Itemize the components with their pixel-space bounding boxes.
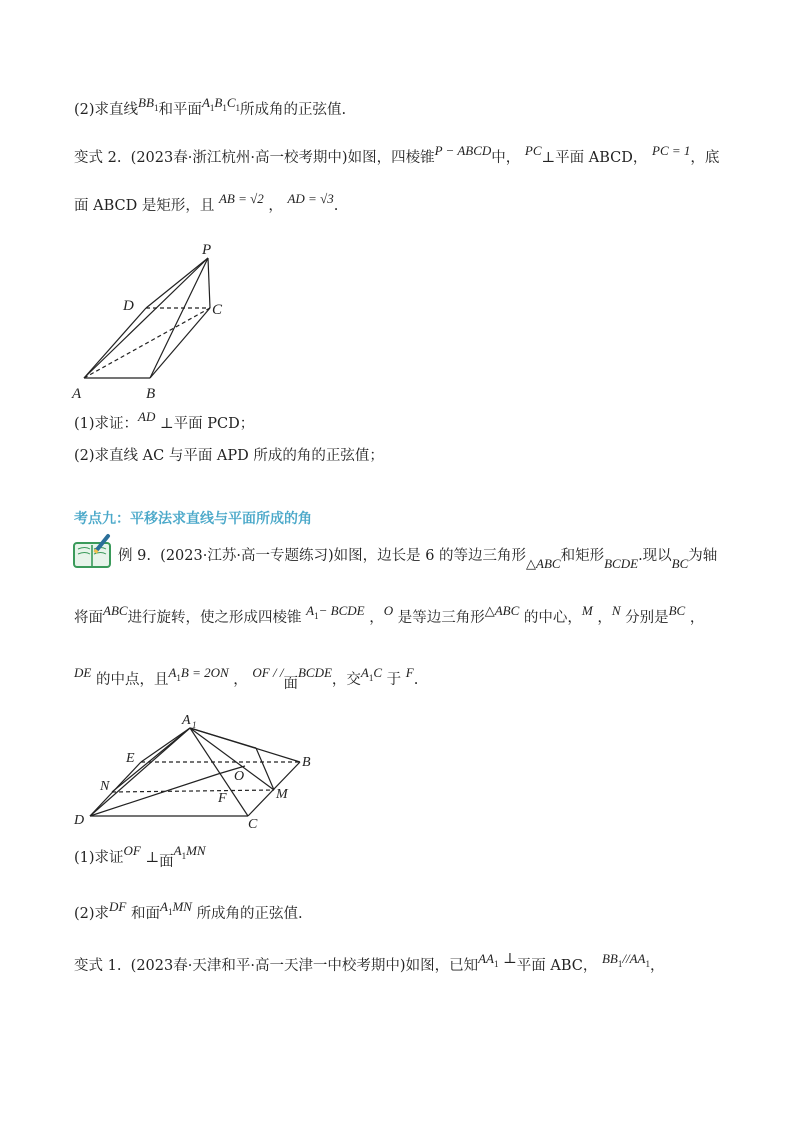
edge-pb [150,258,208,378]
text-line-11: 变式 1. (2023春·天津和平·高一天津一中校考期中)如图，已知$AA_1$ ⊥平面 ABC， $BB_1//AA_1$， [74,951,665,974]
label-a: A [72,386,82,402]
text-line-1: (2)求直线$BB_1$和平面$A_1B_1C_1$所成角的正弦值. [74,95,347,118]
label-b: B [302,755,311,770]
edge-a1m [190,728,274,790]
text-line-2: 变式 2. (2023春·浙江杭州·高一校考期中)如图，四棱锥P − ABCD中， PC⊥平面 ABCD， PC = 1，底 [74,143,720,166]
edge-pd [146,258,208,308]
edge-a1n [112,728,190,792]
text-line-9: (1)求证OF ⊥面$A_1MN$ [74,843,206,870]
label-f: F [218,791,227,806]
edge-pa [84,258,208,378]
label-o: O [234,769,245,784]
label-p: P [202,242,212,258]
text-line-8: DE 的中点，且$A_1B = 2ON$ ， OF / /面BCDE，交$A_1C$ 于 F. [74,665,419,692]
section-title: 考点九：平移法求直线与平面所成的角 [74,511,312,527]
edge-ad [84,308,146,378]
edge-bc [150,308,210,378]
figure-pyramid-a1-bcde [68,708,328,838]
label-m: M [276,787,288,802]
edge-a1d [90,728,190,816]
label-c: C [248,817,258,832]
book-pencil-icon [72,533,114,571]
text-line-4: (1)求证：AD ⊥平面 PCD； [74,409,255,432]
text-line-3: 面 ABCD 是矩形，且 AB = √2 ， AD = √3. [74,191,339,214]
edge-ac [84,308,210,378]
edge-a1e [141,728,190,762]
label-d: D [123,298,134,314]
label-e: E [126,751,135,766]
label-a1-sub: 1 [192,720,197,730]
text-line-5: (2)求直线 AC 与平面 APD 所成的角的正弦值； [74,448,384,464]
label-b: B [146,386,156,402]
text-line-10: (2)求DF 和面$A_1MN$ 所成角的正弦值. [74,899,303,922]
figure-pyramid-p-abcd [60,240,240,405]
edge-nm [112,790,274,792]
label-d: D [74,813,85,828]
edge-pc [208,258,210,308]
label-a1: A [182,713,191,728]
text-line-7: 将面ABC进行旋转，使之形成四棱锥 $A_1-$ BCDE ，O 是等边三角形△ABC 的中心，M ，N 分别是BC ， [74,603,705,626]
label-n: N [100,779,110,794]
label-c: C [212,302,223,318]
edge-a1o [190,728,256,748]
text-line-6: 例 9. (2023·江苏·高一专题练习)如图，边长是 6 的等边三角形△ABC和矩形BCDE.现以BC为轴 [118,548,718,571]
